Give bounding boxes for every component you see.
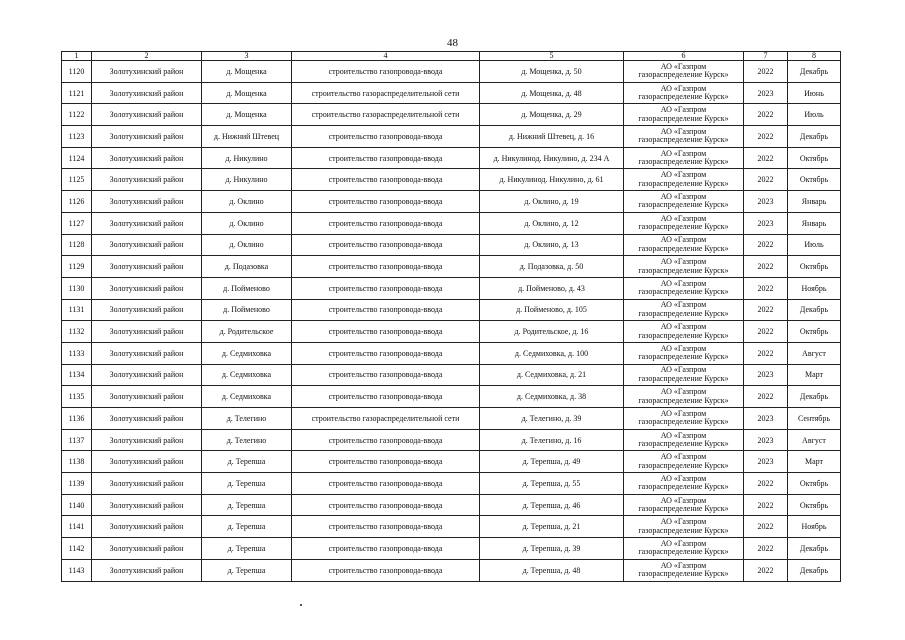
- table-row: [62, 299, 841, 321]
- table-row: [62, 559, 841, 581]
- work-type-cell: строительство газопровода-ввода: [292, 342, 480, 364]
- organization-line: газораспределение Курск»: [638, 243, 729, 253]
- address-cell: д. Подазовка, д. 50: [480, 256, 624, 278]
- table-body: [62, 61, 841, 582]
- organization-cell: [624, 538, 744, 560]
- work-type-cell: строительство газопровода-ввода: [292, 61, 480, 83]
- organization-cell: [624, 321, 744, 343]
- address-cell: д. Мощенка, д. 29: [480, 104, 624, 126]
- work-type-cell: строительство газопровода-ввода: [292, 212, 480, 234]
- organization-line: газораспределение Курск»: [638, 439, 729, 449]
- table-row: [62, 321, 841, 343]
- year-cell: 2022: [744, 473, 788, 495]
- table-row: [62, 277, 841, 299]
- year-cell: 2022: [744, 234, 788, 256]
- column-header: 1: [62, 52, 92, 61]
- month-cell: Декабрь: [788, 61, 841, 83]
- column-header: 2: [92, 52, 202, 61]
- year-cell: 2022: [744, 538, 788, 560]
- organization-line: газораспределение Курск»: [638, 482, 729, 492]
- district-cell: Золотухинский район: [92, 104, 202, 126]
- district-cell: Золотухинский район: [92, 364, 202, 386]
- organization-line: АО «Газпром: [660, 452, 707, 462]
- work-type-cell: строительство газораспределительной сети: [292, 408, 480, 430]
- organization-cell: [624, 559, 744, 581]
- locality-cell: д. Терепша: [202, 473, 292, 495]
- address-cell: д. Пойменово, д. 43: [480, 277, 624, 299]
- month-cell: Октябрь: [788, 169, 841, 191]
- address-cell: д. Седмиховка, д. 38: [480, 386, 624, 408]
- organization-line: АО «Газпром: [660, 538, 707, 548]
- locality-cell: д. Пойменово: [202, 299, 292, 321]
- organization-line: АО «Газпром: [660, 278, 707, 288]
- organization-line: АО «Газпром: [660, 235, 707, 245]
- locality-cell: д. Мощенка: [202, 61, 292, 83]
- column-header: 8: [788, 52, 841, 61]
- row-number-cell: 1120: [62, 61, 92, 83]
- work-type-cell: строительство газопровода-ввода: [292, 277, 480, 299]
- month-cell: Январь: [788, 212, 841, 234]
- work-type-cell: строительство газопровода-ввода: [292, 126, 480, 148]
- organization-line: газораспределение Курск»: [638, 460, 729, 470]
- table-row: [62, 516, 841, 538]
- locality-cell: д. Оклино: [202, 234, 292, 256]
- locality-cell: д. Седмиховка: [202, 364, 292, 386]
- table-row: [62, 494, 841, 516]
- address-cell: д. Терепша, д. 46: [480, 494, 624, 516]
- address-cell: д. Телегино, д. 16: [480, 429, 624, 451]
- work-type-cell: строительство газопровода-ввода: [292, 429, 480, 451]
- organization-line: газораспределение Курск»: [638, 569, 729, 579]
- table-row: [62, 473, 841, 495]
- table-row: [62, 429, 841, 451]
- locality-cell: д. Терепша: [202, 494, 292, 516]
- district-cell: Золотухинский район: [92, 408, 202, 430]
- row-number-cell: 1130: [62, 277, 92, 299]
- organization-line: газораспределение Курск»: [638, 222, 729, 232]
- address-cell: д. Никулинод. Никулино, д. 234 А: [480, 147, 624, 169]
- work-type-cell: строительство газопровода-ввода: [292, 386, 480, 408]
- address-cell: д. Оклино, д. 19: [480, 191, 624, 213]
- address-cell: д. Терепша, д. 49: [480, 451, 624, 473]
- year-cell: 2022: [744, 321, 788, 343]
- locality-cell: д. Телегино: [202, 429, 292, 451]
- month-cell: Январь: [788, 191, 841, 213]
- organization-cell: [624, 408, 744, 430]
- table-row: [62, 234, 841, 256]
- month-cell: Август: [788, 429, 841, 451]
- organization-cell: [624, 473, 744, 495]
- locality-cell: д. Седмиховка: [202, 386, 292, 408]
- district-cell: Золотухинский район: [92, 212, 202, 234]
- work-type-cell: строительство газораспределительной сети: [292, 82, 480, 104]
- row-number-cell: 1123: [62, 126, 92, 148]
- year-cell: 2023: [744, 191, 788, 213]
- table-row: [62, 256, 841, 278]
- year-cell: 2022: [744, 104, 788, 126]
- locality-cell: д. Пойменово: [202, 277, 292, 299]
- district-cell: Золотухинский район: [92, 321, 202, 343]
- organization-line: АО «Газпром: [660, 560, 707, 570]
- organization-line: газораспределение Курск»: [638, 287, 729, 297]
- year-cell: 2022: [744, 516, 788, 538]
- column-header: 7: [744, 52, 788, 61]
- organization-line: газораспределение Курск»: [638, 547, 729, 557]
- work-type-cell: строительство газопровода-ввода: [292, 559, 480, 581]
- organization-cell: [624, 386, 744, 408]
- work-type-cell: строительство газопровода-ввода: [292, 473, 480, 495]
- work-type-cell: строительство газопровода-ввода: [292, 169, 480, 191]
- year-cell: 2022: [744, 126, 788, 148]
- organization-line: газораспределение Курск»: [638, 200, 729, 210]
- column-header: 3: [202, 52, 292, 61]
- year-cell: 2022: [744, 342, 788, 364]
- organization-line: газораспределение Курск»: [638, 373, 729, 383]
- organization-line: АО «Газпром: [660, 191, 707, 201]
- organization-cell: [624, 364, 744, 386]
- month-cell: Декабрь: [788, 126, 841, 148]
- month-cell: Декабрь: [788, 559, 841, 581]
- row-number-cell: 1127: [62, 212, 92, 234]
- organization-cell: [624, 234, 744, 256]
- year-cell: 2022: [744, 147, 788, 169]
- locality-cell: д. Нижний Штевец: [202, 126, 292, 148]
- organization-line: газораспределение Курск»: [638, 92, 729, 102]
- gasification-table: [61, 51, 841, 582]
- year-cell: 2023: [744, 429, 788, 451]
- organization-line: газораспределение Курск»: [638, 525, 729, 535]
- month-cell: Декабрь: [788, 538, 841, 560]
- organization-cell: [624, 494, 744, 516]
- district-cell: Золотухинский район: [92, 256, 202, 278]
- row-number-cell: 1133: [62, 342, 92, 364]
- district-cell: Золотухинский район: [92, 299, 202, 321]
- table-row: [62, 191, 841, 213]
- month-cell: Декабрь: [788, 299, 841, 321]
- organization-cell: [624, 104, 744, 126]
- month-cell: Октябрь: [788, 147, 841, 169]
- header-row: [62, 52, 841, 61]
- row-number-cell: 1121: [62, 82, 92, 104]
- month-cell: Август: [788, 342, 841, 364]
- month-cell: Октябрь: [788, 494, 841, 516]
- work-type-cell: строительство газопровода-ввода: [292, 234, 480, 256]
- organization-cell: [624, 256, 744, 278]
- organization-line: газораспределение Курск»: [638, 135, 729, 145]
- work-type-cell: строительство газопровода-ввода: [292, 321, 480, 343]
- organization-line: газораспределение Курск»: [638, 352, 729, 362]
- organization-cell: [624, 429, 744, 451]
- address-cell: д. Седмиховка, д. 100: [480, 342, 624, 364]
- locality-cell: д. Никулино: [202, 147, 292, 169]
- table-row: [62, 538, 841, 560]
- table-row: [62, 212, 841, 234]
- locality-cell: д. Оклино: [202, 212, 292, 234]
- locality-cell: д. Мощенка: [202, 104, 292, 126]
- organization-line: АО «Газпром: [660, 213, 707, 223]
- organization-line: газораспределение Курск»: [638, 330, 729, 340]
- row-number-cell: 1124: [62, 147, 92, 169]
- address-cell: д. Терепша, д. 48: [480, 559, 624, 581]
- address-cell: д. Телегино, д. 39: [480, 408, 624, 430]
- column-header: 4: [292, 52, 480, 61]
- organization-line: АО «Газпром: [660, 257, 707, 267]
- address-cell: д. Мощенка, д. 48: [480, 82, 624, 104]
- row-number-cell: 1132: [62, 321, 92, 343]
- year-cell: 2022: [744, 169, 788, 191]
- row-number-cell: 1128: [62, 234, 92, 256]
- year-cell: 2022: [744, 277, 788, 299]
- table-row: [62, 408, 841, 430]
- table-row: [62, 82, 841, 104]
- month-cell: Июль: [788, 104, 841, 126]
- address-cell: д. Терепша, д. 55: [480, 473, 624, 495]
- district-cell: Золотухинский район: [92, 61, 202, 83]
- organization-cell: [624, 212, 744, 234]
- organization-line: газораспределение Курск»: [638, 308, 729, 318]
- address-cell: д. Оклино, д. 13: [480, 234, 624, 256]
- organization-cell: [624, 169, 744, 191]
- locality-cell: д. Никулино: [202, 169, 292, 191]
- table-row: [62, 364, 841, 386]
- row-number-cell: 1129: [62, 256, 92, 278]
- organization-cell: [624, 82, 744, 104]
- locality-cell: д. Мощенка: [202, 82, 292, 104]
- address-cell: д. Пойменово, д. 105: [480, 299, 624, 321]
- locality-cell: д. Родительское: [202, 321, 292, 343]
- work-type-cell: строительство газораспределительной сети: [292, 104, 480, 126]
- organization-line: АО «Газпром: [660, 408, 707, 418]
- organization-line: АО «Газпром: [660, 343, 707, 353]
- table-row: [62, 169, 841, 191]
- organization-cell: [624, 61, 744, 83]
- work-type-cell: строительство газопровода-ввода: [292, 191, 480, 213]
- organization-line: газораспределение Курск»: [638, 70, 729, 80]
- work-type-cell: строительство газопровода-ввода: [292, 538, 480, 560]
- table-row: [62, 386, 841, 408]
- district-cell: Золотухинский район: [92, 147, 202, 169]
- locality-cell: д. Подазовка: [202, 256, 292, 278]
- district-cell: Золотухинский район: [92, 494, 202, 516]
- organization-cell: [624, 147, 744, 169]
- year-cell: 2023: [744, 451, 788, 473]
- district-cell: Золотухинский район: [92, 126, 202, 148]
- month-cell: Сентябрь: [788, 408, 841, 430]
- organization-cell: [624, 126, 744, 148]
- organization-line: газораспределение Курск»: [638, 265, 729, 275]
- district-cell: Золотухинский район: [92, 538, 202, 560]
- address-cell: д. Никулинод. Никулино, д. 61: [480, 169, 624, 191]
- address-cell: д. Терепша, д. 21: [480, 516, 624, 538]
- organization-line: АО «Газпром: [660, 517, 707, 527]
- table-row: [62, 451, 841, 473]
- organization-line: газораспределение Курск»: [638, 113, 729, 123]
- year-cell: 2023: [744, 212, 788, 234]
- month-cell: Октябрь: [788, 321, 841, 343]
- locality-cell: д. Терепша: [202, 538, 292, 560]
- district-cell: Золотухинский район: [92, 559, 202, 581]
- row-number-cell: 1135: [62, 386, 92, 408]
- work-type-cell: строительство газопровода-ввода: [292, 299, 480, 321]
- organization-cell: [624, 299, 744, 321]
- district-cell: Золотухинский район: [92, 473, 202, 495]
- address-cell: д. Нижний Штевец, д. 16: [480, 126, 624, 148]
- organization-line: АО «Газпром: [660, 148, 707, 158]
- row-number-cell: 1125: [62, 169, 92, 191]
- organization-line: АО «Газпром: [660, 495, 707, 505]
- row-number-cell: 1139: [62, 473, 92, 495]
- organization-line: АО «Газпром: [660, 105, 707, 115]
- scan-speck: [300, 604, 302, 606]
- month-cell: Март: [788, 364, 841, 386]
- district-cell: Золотухинский район: [92, 516, 202, 538]
- address-cell: д. Родительское, д. 16: [480, 321, 624, 343]
- district-cell: Золотухинский район: [92, 82, 202, 104]
- organization-line: газораспределение Курск»: [638, 504, 729, 514]
- district-cell: Золотухинский район: [92, 429, 202, 451]
- organization-line: АО «Газпром: [660, 473, 707, 483]
- column-header: 6: [624, 52, 744, 61]
- row-number-cell: 1143: [62, 559, 92, 581]
- district-cell: Золотухинский район: [92, 277, 202, 299]
- district-cell: Золотухинский район: [92, 451, 202, 473]
- month-cell: Ноябрь: [788, 516, 841, 538]
- table-row: [62, 342, 841, 364]
- row-number-cell: 1131: [62, 299, 92, 321]
- column-header: 5: [480, 52, 624, 61]
- work-type-cell: строительство газопровода-ввода: [292, 147, 480, 169]
- row-number-cell: 1140: [62, 494, 92, 516]
- organization-line: газораспределение Курск»: [638, 395, 729, 405]
- work-type-cell: строительство газопровода-ввода: [292, 364, 480, 386]
- page-number: 48: [447, 37, 458, 49]
- organization-line: АО «Газпром: [660, 61, 707, 71]
- address-cell: д. Оклино, д. 12: [480, 212, 624, 234]
- organization-line: АО «Газпром: [660, 365, 707, 375]
- district-cell: Золотухинский район: [92, 191, 202, 213]
- organization-cell: [624, 451, 744, 473]
- year-cell: 2022: [744, 256, 788, 278]
- month-cell: Март: [788, 451, 841, 473]
- table-row: [62, 147, 841, 169]
- year-cell: 2023: [744, 82, 788, 104]
- organization-line: АО «Газпром: [660, 430, 707, 440]
- table-row: [62, 126, 841, 148]
- locality-cell: д. Терепша: [202, 559, 292, 581]
- work-type-cell: строительство газопровода-ввода: [292, 451, 480, 473]
- organization-line: АО «Газпром: [660, 83, 707, 93]
- locality-cell: д. Телегино: [202, 408, 292, 430]
- district-cell: Золотухинский район: [92, 386, 202, 408]
- year-cell: 2023: [744, 364, 788, 386]
- locality-cell: д. Седмиховка: [202, 342, 292, 364]
- month-cell: Июль: [788, 234, 841, 256]
- district-cell: Золотухинский район: [92, 342, 202, 364]
- row-number-cell: 1122: [62, 104, 92, 126]
- address-cell: д. Мощенка, д. 50: [480, 61, 624, 83]
- row-number-cell: 1137: [62, 429, 92, 451]
- organization-line: АО «Газпром: [660, 170, 707, 180]
- work-type-cell: строительство газопровода-ввода: [292, 494, 480, 516]
- organization-line: АО «Газпром: [660, 387, 707, 397]
- month-cell: Октябрь: [788, 256, 841, 278]
- table-row: [62, 104, 841, 126]
- work-type-cell: строительство газопровода-ввода: [292, 256, 480, 278]
- year-cell: 2022: [744, 61, 788, 83]
- row-number-cell: 1142: [62, 538, 92, 560]
- year-cell: 2022: [744, 299, 788, 321]
- row-number-cell: 1136: [62, 408, 92, 430]
- month-cell: Декабрь: [788, 386, 841, 408]
- row-number-cell: 1134: [62, 364, 92, 386]
- year-cell: 2022: [744, 386, 788, 408]
- district-cell: Золотухинский район: [92, 234, 202, 256]
- organization-cell: [624, 191, 744, 213]
- organization-cell: [624, 516, 744, 538]
- organization-line: АО «Газпром: [660, 322, 707, 332]
- address-cell: д. Седмиховка, д. 21: [480, 364, 624, 386]
- organization-cell: [624, 342, 744, 364]
- month-cell: Ноябрь: [788, 277, 841, 299]
- locality-cell: д. Терепша: [202, 451, 292, 473]
- organization-line: АО «Газпром: [660, 300, 707, 310]
- work-type-cell: строительство газопровода-ввода: [292, 516, 480, 538]
- year-cell: 2023: [744, 408, 788, 430]
- district-cell: Золотухинский район: [92, 169, 202, 191]
- year-cell: 2022: [744, 559, 788, 581]
- organization-line: газораспределение Курск»: [638, 157, 729, 167]
- row-number-cell: 1141: [62, 516, 92, 538]
- address-cell: д. Терепша, д. 39: [480, 538, 624, 560]
- month-cell: Октябрь: [788, 473, 841, 495]
- organization-line: газораспределение Курск»: [638, 417, 729, 427]
- locality-cell: д. Терепша: [202, 516, 292, 538]
- organization-line: АО «Газпром: [660, 126, 707, 136]
- table-row: [62, 61, 841, 83]
- locality-cell: д. Оклино: [202, 191, 292, 213]
- organization-cell: [624, 277, 744, 299]
- row-number-cell: 1138: [62, 451, 92, 473]
- month-cell: Июнь: [788, 82, 841, 104]
- year-cell: 2022: [744, 494, 788, 516]
- row-number-cell: 1126: [62, 191, 92, 213]
- organization-line: газораспределение Курск»: [638, 178, 729, 188]
